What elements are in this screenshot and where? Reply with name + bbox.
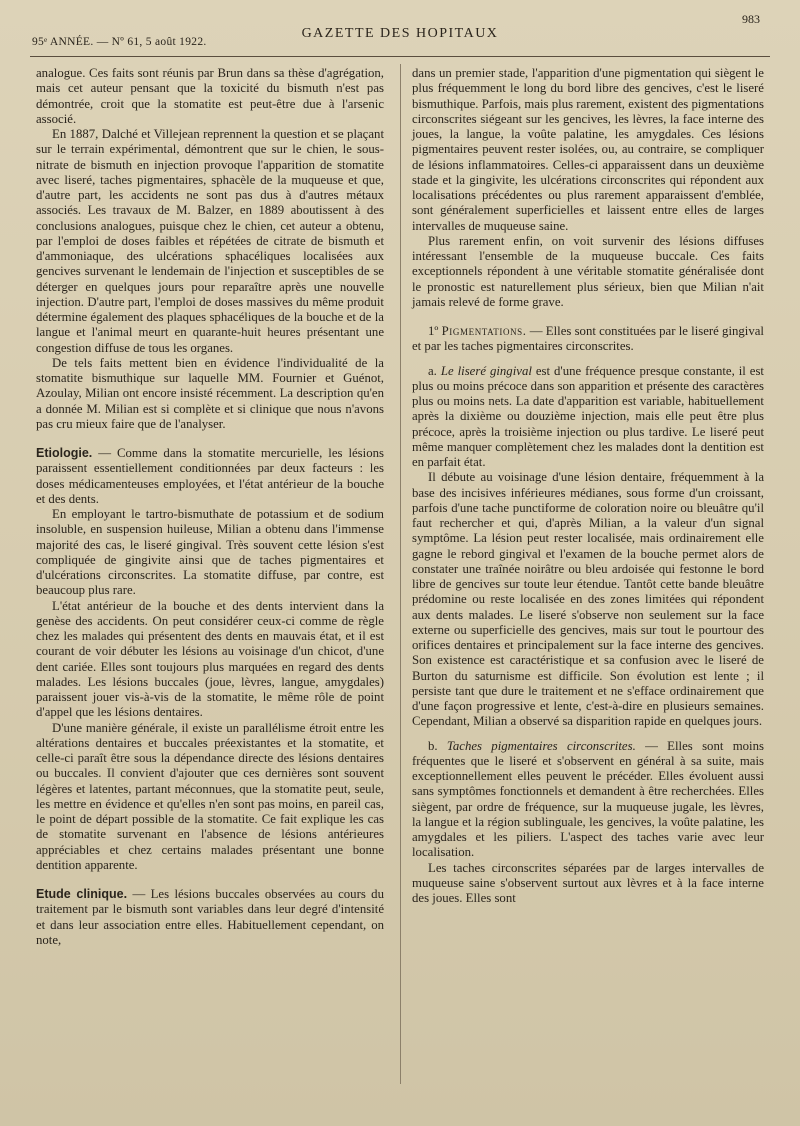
subsection-heading: Le liseré gingival	[440, 363, 532, 378]
paragraph: D'une manière générale, il existe un parallélisme étroit entre les altérations dentaires et buccales préexistantes et la stomatite, et celle-ci paraît être sous la dépendance directe des lésions dentaires ou buccales. Il convient d'ajouter que ces dernières sont souvent légères et latentes, partant méconnues, que la stomatite peut, seule, les mettre en évidence et qu'elles n'en sont pas moins, en pareil cas, le point de départ possible de la stomatite. Ce fait explique les cas de stomatite survenant en l'absence de lésions antérieures appréciables et chez certains malades présentant une bonne dentition apparente.	[36, 720, 384, 872]
subsection-b-paragraph	[412, 739, 764, 861]
etiology-paragraph	[36, 446, 384, 507]
paragraph: Plus rarement enfin, on voit survenir des lésions diffuses intéressant l'ensemble de la muqueuse buccale. Ces faits exceptionnels répondent à une véritable stomatite généralisée dont le pronostic est naturellement plus sérieux, bien que Milian n'ait jamais relevé de forme grave.	[412, 233, 764, 309]
paragraph: L'état antérieur de la bouche et des dents intervient dans la genèse des accidents. On peut considérer ceux-ci comme de règle chez les malades qui présentent des dents en mauvais état, et il est courant de voir débuter les lésions au voisinage d'un chicot, d'une dent cariée. Elles sont toujours plus marquées en regard des dents malades. Les lésions buccales (joue, lèvres, langue, amygdales) paraissent jouer vis-à-vis de la stomatite, le même rôle de point d'appel que les lésions dentaires.	[36, 598, 384, 720]
paragraph: Les taches circonscrites séparées par de larges intervalles de muqueuse saine s'observent surtout aux lèvres et à la face interne des joues. Elles sont	[412, 860, 764, 905]
subsection-label: b.	[428, 738, 438, 753]
subsection-a-paragraph	[412, 364, 764, 471]
header-rule	[30, 56, 770, 57]
column-divider	[400, 64, 401, 1084]
section-heading: Etiologie.	[36, 446, 93, 460]
left-column	[36, 66, 384, 948]
paragraph: analogue. Ces faits sont réunis par Brun dans sa thèse d'agrégation, mais cet auteur pensant que la toxicité du bismuth n'est pas démontrée, croit que la stomatite est peut-être due à l'arsenic associé.	[36, 66, 384, 126]
paragraph: En employant le tartro-bismuthate de potassium et de sodium insoluble, en suspension huileuse, Milian a obtenu dans l'immense majorité des cas, le liseré gingival. Très souvent cette lésion s'est compliquée de gingivite ainsi que de taches pigmentaires et d'ulcérations circonscrites. La stomatite diffuse, par contre, est beaucoup plus rare.	[36, 507, 384, 598]
subsection-label: a.	[428, 363, 437, 378]
paragraph: dans un premier stade, l'apparition d'une pigmentation qui siègent le plus fréquemment le long du bord libre des gencives, c'est le liseré bismuthique. Parfois, mais plus rarement, existent des pigmentations circonscrites siégeant sur les gencives, les lèvres, la face interne des joues, la langue, la voûte palatine, les amygdales. Ces lésions pigmentaires peuvent rester isolées, ou, au contraire, se compliquer de lésions inflammatoires. Celles-ci apparaissent dans un deuxième stade et la gingivite, les ulcérations circonscrites qui répondent aux localisations précédentes ou plus rarement apparaissent d'emblée, sont généralement superficielles et laissent entre elles de larges intervalles de muqueuse saine.	[412, 66, 764, 233]
section-heading: Etude clinique.	[36, 887, 128, 901]
page-header	[0, 0, 800, 52]
clinical-paragraph	[36, 887, 384, 948]
page-number: 983	[742, 12, 760, 26]
paragraph: Il débute au voisinage d'une lésion dentaire, fréquemment à la base des incisives inférieures médianes, sous forme d'un croissant, parfois d'une tache punctiforme de coloration noire ou bleuâtre qu'il faut rechercher et qui, d'après Milian, a la valeur d'un signal symptôme. La lésion peut rester localisée, mais ordinairement elle gagne le rebord gingival et l'examen de la bouche permet alors de constater une traînée noirâtre ou bleu ardoisée qui festonne le bord libre de gencives sur toute leur étendue. Tantôt cette bande bleuâtre prédomine ou reste localisée en des zones limitées qui répondent aux dents malades. Le liseré s'observe non seulement sur la face externe ou superficielle des gencives, mais sur tout le pourtour des orifices dentaires et principalement sur la face interne des gencives. Son existence est caractéristique et sa confusion avec le liseré de Burton du saturnisme est difficile. Son évolution est lente ; il persiste tant que dure le traitement et ne s'efface ordinairement que d'une façon progressive et lente, c'est-à-dire en plusieurs semaines. Cependant, Milian a observé sa disparition rapide en quelques jours.	[412, 470, 764, 729]
paragraph-text: — Les lésions buccales observées au cours du traitement par le bismuth sont variables dans leur degré d'intensité et dans leur association entre elles. Habituellement cependant, on note,	[36, 887, 384, 947]
issue-line: 95ᵉ ANNÉE. — Nº 61, 5 août 1922.	[32, 36, 207, 48]
paragraph-text: — Comme dans la stomatite mercurielle, les lésions paraissent essentiellement conditionnées par deux facteurs : les doses médicamenteuses employées, et l'état antérieur de la bouche et des dents.	[36, 446, 384, 506]
paragraph-text: — Elles sont moins fréquentes que le liseré et s'observent en général à sa suite, mais exceptionnellement elles peuvent le précéder. Elles évoluent aussi sans symptômes fonctionnels et demandent à être recherchées. Elles siègent, par ordre de fréquence, sur la muqueuse jugale, les lèvres, la langue et la région sublinguale, les gencives, la voûte palatine, les amygdales et les piliers. L'aspect des taches varie avec leur localisation.	[412, 738, 764, 860]
paragraph: De tels faits mettent bien en évidence l'individualité de la stomatite bismuthique sur laquelle MM. Fournier et Guénot, Azoulay, Milian ont encore insisté récemment. La description qu'en a donnée M. Milian est si complète et si clinique que nous n'avons pas cru mieux faire que de l'analyser.	[36, 355, 384, 431]
publication-title: GAZETTE DES HOPITAUX	[301, 26, 499, 41]
paragraph: En 1887, Dalché et Villejean reprennent la question et se plaçant sur le terrain expérimental, démontrent que sur le chien, le sous-nitrate de bismuth en injection provoque l'apparition de stomatite avec liseré, taches pigmentaires, sphacèle de la muqueuse et que, d'autre part, les accidents ne sont pas dus à d'autres métaux associés. Les travaux de M. Balzer, en 1889 aboutissent à des conclusions analogues, puisque chez le chien, cet auteur a obtenu, par l'emploi de doses faibles et répétées de citrate de bismuth et d'ammoniaque, des ulcérations sphacéliques localisées aux gencives survenant le lendemain de l'injection et susceptibles de se déterger en quelques jours pour reparaître après une nouvelle injection. D'autre part, l'emploi de doses massives du même produit détermine également des plaques sphacéliques de la bouche et de la langue et l'animal meurt en quarante-huit heures présentant une congestion diffuse de tous les organes.	[36, 127, 384, 355]
pigmentations-paragraph	[412, 324, 764, 355]
paragraph-text: est d'une fréquence presque constante, il est plus ou moins précoce dans son apparition et présente des caractères plus ou moins nets. La date d'apparition est variable, habituellement après la dixième ou douzième injection, mais elle peut être plus précoce, après la troisième injection ou plus tardive. Le liseré peut même manquer complètement chez les malades dont la dentition est en parfait état.	[412, 363, 764, 469]
section-heading: Pigmentations.	[441, 324, 527, 338]
paragraph-text: — Elles sont constituées par le liseré gingival et par les taches pigmentaires circonscrites.	[412, 324, 764, 354]
subsection-heading: Taches pigmentaires circonscrites.	[446, 738, 636, 753]
right-column	[412, 66, 764, 906]
section-number: 1º	[428, 324, 439, 338]
